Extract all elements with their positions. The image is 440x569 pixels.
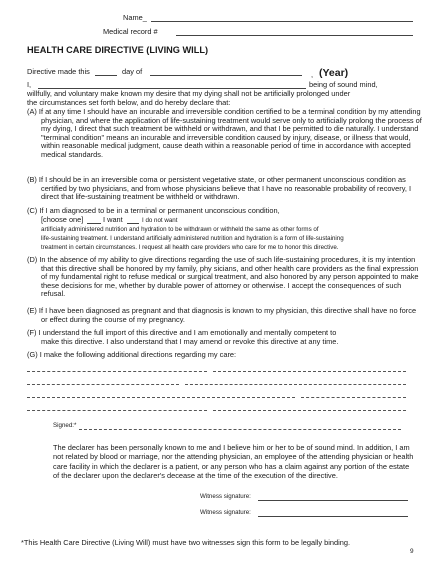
section-d: (D) In the absence of my ability to give directions regarding the use of such life-sustaining procedures, it is my intention that this directive shall be honored by my family, phy sicians, and other health care providers as the final expression of my fundamental right to refuse medical or surgical treatment, and also honored by any person appointed to make these decisions for me, whether by durable power of attorney or otherwise. I accept the consequences of such refusal. xyxy=(27,255,419,299)
signed-label: Signed:* xyxy=(53,422,77,429)
medical-record-label: Medical record # xyxy=(103,27,158,36)
directive-made-this-label: Directive made this xyxy=(27,67,90,76)
section-c: (C) If I am diagnosed to be in a terminal or permanent unconscious condition, xyxy=(27,206,280,215)
witness-1-signature-field[interactable] xyxy=(258,500,408,501)
i-want-blank[interactable] xyxy=(87,223,101,224)
page-number: 9 xyxy=(410,548,414,555)
section-a: (A) If at any time I should have an incurable and irreversible condition certified to be a terminal condition by my attending physician, and where the application of life-sustaining treatment would serve only to artificially prolong the process of my dying, I direct that such treatment be withheld or withdrawn, and that I be permitted to die naturally. I understand "terminal condition" means an incurable and irreversible condition caused by injury, disease, or illness that would, within reasonable medical judgment, cause death within a reasonable period of time in accordance with accepted medical standards. xyxy=(27,107,422,159)
directions-line[interactable] xyxy=(301,397,406,398)
section-f-line-2: make this directive. I also understand that I may amend or revoke this directive at any time. xyxy=(41,337,339,346)
section-c-text-3: treatment in certain circumstances. I request all health care providers who care for me to honor this directive. xyxy=(41,244,339,251)
directions-line[interactable] xyxy=(27,371,207,372)
month-field[interactable] xyxy=(150,75,302,76)
being-of-sound-mind: being of sound mind, xyxy=(309,80,378,89)
directions-line[interactable] xyxy=(185,384,406,385)
directions-line[interactable] xyxy=(27,410,207,411)
signature-field[interactable] xyxy=(79,429,401,430)
witness-1-label: Witness signature: xyxy=(200,493,251,500)
i-do-not-want-blank[interactable] xyxy=(127,223,139,224)
day-field[interactable] xyxy=(95,75,117,76)
directions-line[interactable] xyxy=(27,397,295,398)
section-c-text-1: artificially administered nutrition and hydration to be withdrawn or withheld the same as other forms of xyxy=(41,226,319,233)
willfully-text: willfully, and voluntary make known my desire that my dying shall not be artificially prolonged under xyxy=(27,89,351,98)
section-g: (G) I make the following additional directions regarding my care: xyxy=(27,350,237,359)
bullet-mark: , xyxy=(311,70,314,79)
year-label: (Year) xyxy=(319,67,349,79)
day-of-label: day of xyxy=(122,67,143,76)
witness-2-label: Witness signature: xyxy=(200,509,251,516)
directions-line[interactable] xyxy=(213,371,406,372)
declaration-text: The declarer has been personally known to me and I believe him or her to be of sound mind. In addition, I am not related by blood or marriage, nor the attending physician, an employee of the attending physician or health care facility in which the declarer is a patient, or any person who has a claim against any portion of the estate of the declarer upon the declarer's decease at the time of the execution of the directive. xyxy=(53,443,414,481)
section-c-text-2: life-sustaining treatment. I understand artificially administered nutrition and hydration is a form of life-sustaining xyxy=(41,235,344,242)
medical-record-field[interactable] xyxy=(176,35,413,36)
name-label: Name_ xyxy=(123,13,147,22)
i-do-not-want-label: I do not want xyxy=(142,217,178,224)
name-field[interactable] xyxy=(151,21,413,22)
directions-line[interactable] xyxy=(213,410,406,411)
footnote: *This Health Care Directive (Living Will) must have two witnesses sign this form to be legally binding. xyxy=(21,538,351,547)
section-b: (B) If I should be in an irreversible coma or persistent vegetative state, or other permanent unconscious condition as certified by two physicians, and from whose physicians believe that I have no reasonable probability of recovery, I direct that life-sustaining treatment be withheld or withdrawn. xyxy=(27,175,412,202)
circumstances-text: the circumstances set forth below, and do hereby declare that: xyxy=(27,98,231,107)
choose-one-label: [choose one] xyxy=(41,215,84,224)
i-label: I, xyxy=(27,80,32,89)
witness-2-signature-field[interactable] xyxy=(258,516,408,517)
i-want-label: I want xyxy=(103,215,123,224)
section-f-line-1: (F) I understand the full import of this directive and I am emotionally and mentally competent to xyxy=(27,328,337,337)
section-e: (E) If I have been diagnosed as pregnant and that diagnosis is known to my physician, this directive shall have no force or effect during the course of my pregnancy. xyxy=(27,306,417,324)
directions-line[interactable] xyxy=(27,384,179,385)
page-title: HEALTH CARE DIRECTIVE (LIVING WILL) xyxy=(27,45,209,55)
